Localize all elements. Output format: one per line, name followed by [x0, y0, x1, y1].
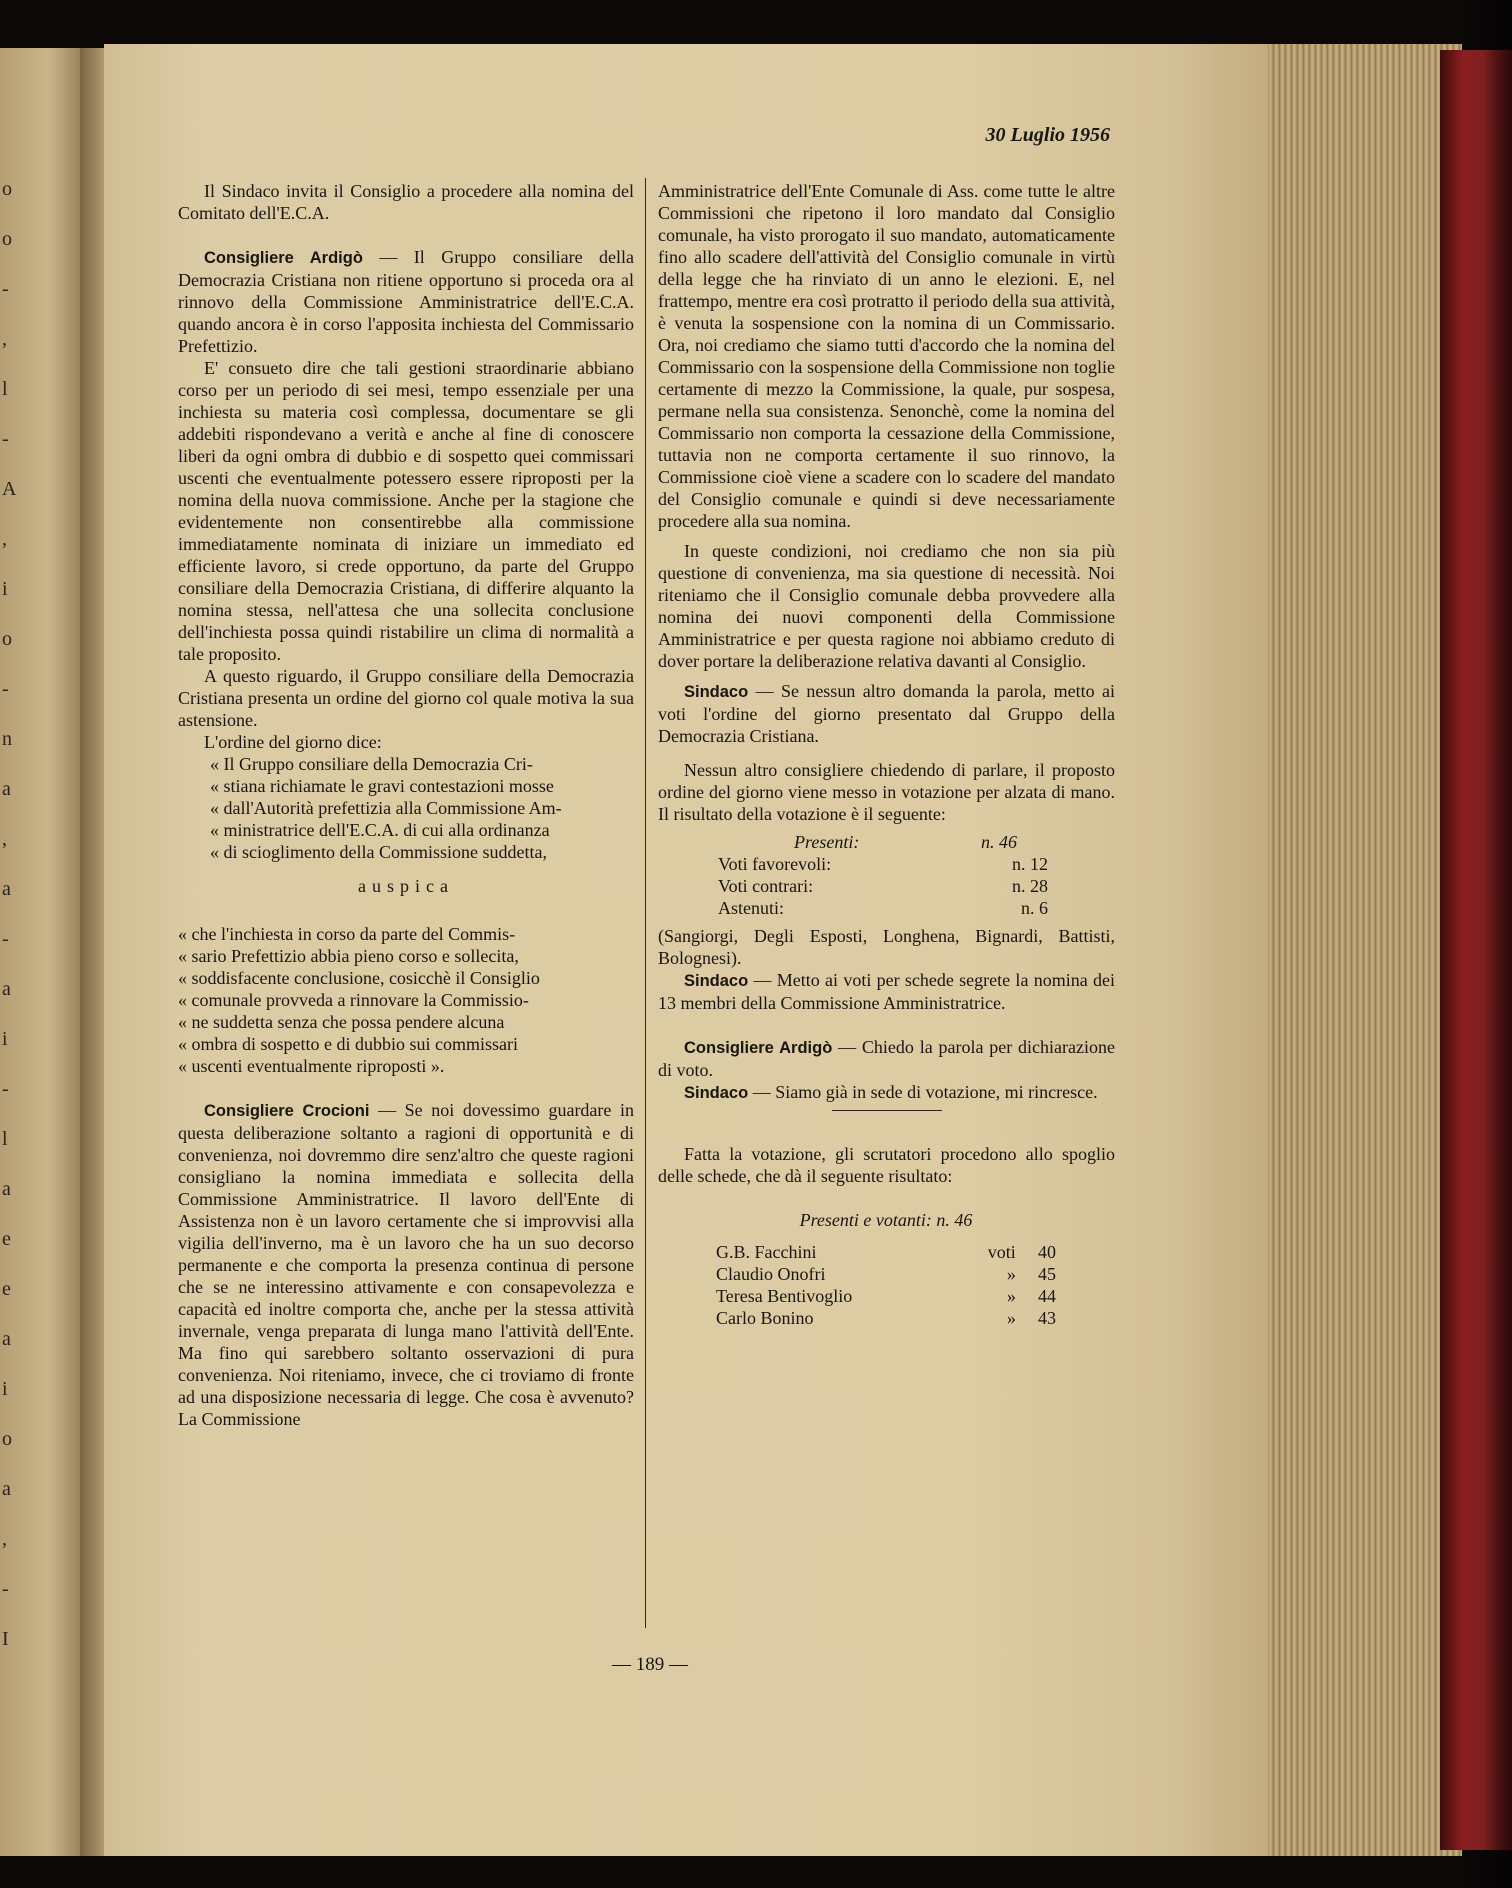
- margin-mark: o: [2, 1428, 12, 1450]
- quote-line: « Il Gruppo consiliare della Democrazia Cri-: [210, 754, 533, 774]
- margin-mark: a: [2, 1478, 11, 1500]
- presenti-votanti-value: n. 46: [936, 1210, 973, 1230]
- paragraph-ardigo-3: A questo riguardo, il Gruppo consiliare della Democrazia Cristiana presenta un ordine del giorno col quale motiva la sua astensione.: [178, 666, 634, 730]
- speech-text: — Siamo già in sede di votazione, mi rincresce.: [748, 1082, 1098, 1102]
- margin-mark: -: [2, 428, 9, 450]
- quote-line: « comunale provveda a rinnovare la Commissio-: [178, 990, 529, 1010]
- page-edges: [1262, 44, 1462, 1856]
- page-number: — 189 —: [612, 1654, 688, 1675]
- vote-mark: »: [1006, 1286, 1016, 1306]
- paragraph-crocioni-2: In queste condizioni, noi crediamo che non sia più questione di convenienza, ma sia questione di necessità. Noi riteniamo che il Consiglio comunale debba provvedere alla nomina dei nuovi componenti della Commissione Amministratrice e per questa ragione noi abbiamo creduto di dover portare la deliberazione relativa davanti al Consiglio.: [658, 541, 1115, 671]
- margin-mark: a: [2, 778, 11, 800]
- margin-mark: a: [2, 1178, 11, 1200]
- paragraph-crocioni-cont: Amministratrice dell'Ente Comunale di Ass. come tutte le altre Commissioni che ripetono il loro mandato dal Consiglio comunale, ha visto prorogato il suo mandato, automaticamente fino allo scadere dell'attività del Consiglio comunale in virtù della legge che ha rinviato di un anno le elezioni. E, nel frattempo, mentre era così protratto il periodo della sua attività, è venuta la sospensione con la nomina di un Commissario. Ora, noi crediamo che siamo tutti d'accordo che la nomina del Commissario con la sospensione della Commissione non toglie certamente di mezzo la Commissione, la quale, pur sospesa, permane nella sua consistenza. Senonchè, come la nomina del Commissario non comporta la cessazione della Commissione, tuttavia non ne comporta certamente il suo rinnovo, la Commissione cioè viene a scadere con lo scadere del mandato del Consiglio comunale e quindi si deve necessariamente procedere alla sua nomina.: [658, 181, 1115, 531]
- speaker-name: Consigliere Ardigò: [684, 1039, 833, 1057]
- quote-line: « stiana richiamate le gravi contestazioni mosse: [210, 776, 554, 796]
- margin-mark: e: [2, 1228, 11, 1250]
- candidate-name: Claudio Onofri: [716, 1264, 826, 1284]
- speech-text: — Il Gruppo consiliare della Democrazia Cristiana non ritiene opportuno si proceda ora al rinnovo della Commissione Amministratrice dell'E.C.A. quando ancora è in corso l'apposita inchiesta del Commissario Prefettizio.: [178, 247, 634, 356]
- table-row: [718, 875, 1048, 897]
- quote-line: « dall'Autorità prefettizia alla Commissione Am-: [210, 798, 562, 818]
- margin-mark: i: [2, 578, 8, 600]
- vote-label: Voti contrari:: [718, 876, 814, 896]
- election-result-table: [716, 1209, 1056, 1329]
- vote-label: Astenuti:: [718, 898, 784, 918]
- paragraph-crocioni: [178, 1099, 634, 1430]
- paragraph-vote-intro: Nessun altro consigliere chiedendo di parlare, il proposto ordine del giorno viene messo in votazione per alzata di mano. Il risultato della votazione è il seguente:: [658, 760, 1115, 824]
- margin-mark: o: [2, 228, 12, 250]
- quote-line: « che l'inchiesta in corso da parte del Commis-: [178, 924, 516, 944]
- margin-mark: a: [2, 978, 11, 1000]
- presenti-value: n. 46: [980, 832, 1017, 852]
- paragraph-ardigo-4: L'ordine del giorno dice:: [204, 732, 382, 752]
- table-row: [716, 1263, 1056, 1285]
- quote-line: « di scioglimento della Commissione suddetta,: [210, 842, 547, 862]
- margin-mark: e: [2, 1278, 11, 1300]
- margin-mark: l: [2, 378, 8, 400]
- paragraph-vote-count: Fatta la votazione, gli scrutatori procedono allo spoglio delle schede, che dà il seguente risultato:: [658, 1144, 1115, 1186]
- quote-line: « soddisfacente conclusione, cosicchè il Consiglio: [178, 968, 540, 988]
- paragraph-ardigo-request: [658, 1036, 1115, 1081]
- section-rule: [832, 1110, 942, 1111]
- candidate-name: G.B. Facchini: [716, 1242, 817, 1262]
- vote-count: 45: [1038, 1264, 1056, 1284]
- presenti-label: Presenti:: [794, 832, 860, 852]
- table-row: [716, 1307, 1056, 1329]
- vote-count: 40: [1038, 1242, 1056, 1262]
- margin-mark: l: [2, 1128, 8, 1150]
- margin-mark: a: [2, 1328, 11, 1350]
- margin-mark: -: [2, 678, 9, 700]
- margin-mark: ,: [2, 828, 7, 850]
- vote-count: 43: [1038, 1308, 1056, 1328]
- auspica-heading: auspica: [358, 876, 454, 896]
- paragraph-sindaco-1: [658, 680, 1115, 747]
- vote-label: Voti favorevoli:: [718, 854, 832, 874]
- column-divider: [645, 178, 646, 1628]
- margin-mark: a: [2, 878, 11, 900]
- speaker-name: Sindaco: [684, 1084, 749, 1102]
- speech-text: — Se noi dovessimo guardare in questa deliberazione soltanto a ragioni di opportunità e di convenienza, noi dovremmo dire senz'altro che queste ragioni consigliano la nomina immediata e sollecita della Commissione Amministratrice. Il lavoro dell'Ente di Assistenza non è un lavoro certamente che si improvvisi alla vigilia dell'inverno, ma è un lavoro che ha un suo decorso permanente e che comporta la presenza continua di persone che se ne interessino attivamente e con consapevolezza e capacità ed inoltre comporta che, anche per la stessa attività invernale, venga preparata di lunga mano l'attività dell'Ente. Ma fino qui sarebbero soltanto osservazioni di pura convenienza. Noi riteniamo, invece, che ci troviamo di fronte ad una disposizione necessaria di legge. Che cosa è avvenuto? La Commissione: [178, 1100, 635, 1429]
- margin-mark: -: [2, 928, 9, 950]
- table-row: [718, 831, 1048, 853]
- table-row: [716, 1241, 1056, 1263]
- margin-mark: -: [2, 278, 9, 300]
- table-row: [716, 1285, 1056, 1307]
- quote-line: « uscenti eventualmente riproposti ».: [178, 1056, 445, 1076]
- vote-value: n. 6: [1021, 898, 1048, 918]
- vote-value: n. 12: [1012, 854, 1048, 874]
- candidate-name: Teresa Bentivoglio: [716, 1286, 853, 1306]
- left-column: [178, 180, 634, 1430]
- margin-mark: -: [2, 1578, 9, 1600]
- quote-line: « ombra di sospetto e di dubbio sui commissari: [178, 1034, 518, 1054]
- margin-mark: n: [2, 728, 12, 750]
- speech-text: — Metto ai voti per schede segrete la nomina dei 13 membri della Commissione Amministratrice.: [658, 970, 1115, 1013]
- spine-shadow: [1462, 0, 1512, 1888]
- paragraph-sindaco-3: [658, 1081, 1115, 1104]
- paragraph-ardigo-2: E' consueto dire che tali gestioni straordinarie abbiano corso per un periodo di sei mesi, tempo essenziale per una inchiesta su materia così complessa, documentare se gli addebiti rispondevano a verità e anche al fine di conoscere liberi da ogni ombra di dubbio e di sospetto quei commissari uscenti che eventualmente potessero essere riproposti per la nomina della nuova commissione. Anche per la stagione che evidentemente non consentirebbe alla commissione immediatamente nominata di iniziare un immediato ed efficiente lavoro, si crede opportuno, da parte del Gruppo consiliare della Democrazia Cristiana, di differire alquanto la nomina stessa, nell'attesa che una sollecita conclusione dell'inchiesta possa quindi ristabilire un clima di normalità a tale proposito.: [178, 358, 634, 664]
- vote-value: n. 28: [1012, 876, 1048, 896]
- speaker-name: Consigliere Ardigò: [204, 249, 363, 267]
- quote-line: « ne suddetta senza che possa pendere alcuna: [178, 1012, 505, 1032]
- vote-mark: »: [1006, 1264, 1016, 1284]
- paragraph-ardigo-1: [178, 246, 634, 357]
- left-margin-marks: [0, 48, 20, 1856]
- vote-count: 44: [1038, 1286, 1056, 1306]
- speaker-name: Sindaco: [684, 683, 749, 701]
- margin-mark: ,: [2, 528, 7, 550]
- paragraph-sindaco-invite: Il Sindaco invita il Consiglio a procedere alla nomina del Comitato dell'E.C.A.: [178, 181, 634, 223]
- paragraph-sindaco-2: [658, 969, 1115, 1014]
- book-gutter: [80, 48, 106, 1856]
- table-row: [718, 853, 1048, 875]
- candidate-name: Carlo Bonino: [716, 1308, 814, 1328]
- speech-text: — Chiedo la parola per dichiarazione di voto.: [658, 1037, 1115, 1080]
- margin-mark: o: [2, 178, 12, 200]
- table-row: [718, 897, 1048, 919]
- page-date: 30 Luglio 1956: [985, 124, 1110, 146]
- table-row: [716, 1209, 1056, 1231]
- quote-line: « ministratrice dell'E.C.A. di cui alla ordinanza: [210, 820, 550, 840]
- right-column: [658, 180, 1115, 1329]
- margin-mark: ,: [2, 328, 7, 350]
- speaker-name: Consigliere Crocioni: [204, 1102, 370, 1120]
- margin-mark: A: [2, 478, 17, 500]
- margin-mark: I: [2, 1628, 9, 1650]
- margin-mark: i: [2, 1028, 8, 1050]
- vote-mark: »: [1006, 1308, 1016, 1328]
- speech-text: — Se nessun altro domanda la parola, metto ai voti l'ordine del giorno presentato dal Gruppo della Democrazia Cristiana.: [658, 681, 1115, 746]
- speaker-name: Sindaco: [684, 972, 749, 990]
- margin-mark: o: [2, 628, 12, 650]
- vote-result-table: [718, 831, 1048, 919]
- margin-mark: -: [2, 1078, 9, 1100]
- margin-mark: ,: [2, 1528, 7, 1550]
- margin-mark: i: [2, 1378, 8, 1400]
- abstainers-list: (Sangiorgi, Degli Esposti, Longhena, Bignardi, Battisti, Bolognesi).: [658, 926, 1115, 968]
- quote-line: « sario Prefettizio abbia pieno corso e sollecita,: [178, 946, 519, 966]
- vote-mark: voti: [987, 1242, 1016, 1262]
- presenti-votanti-label: Presenti e votanti:: [799, 1210, 932, 1230]
